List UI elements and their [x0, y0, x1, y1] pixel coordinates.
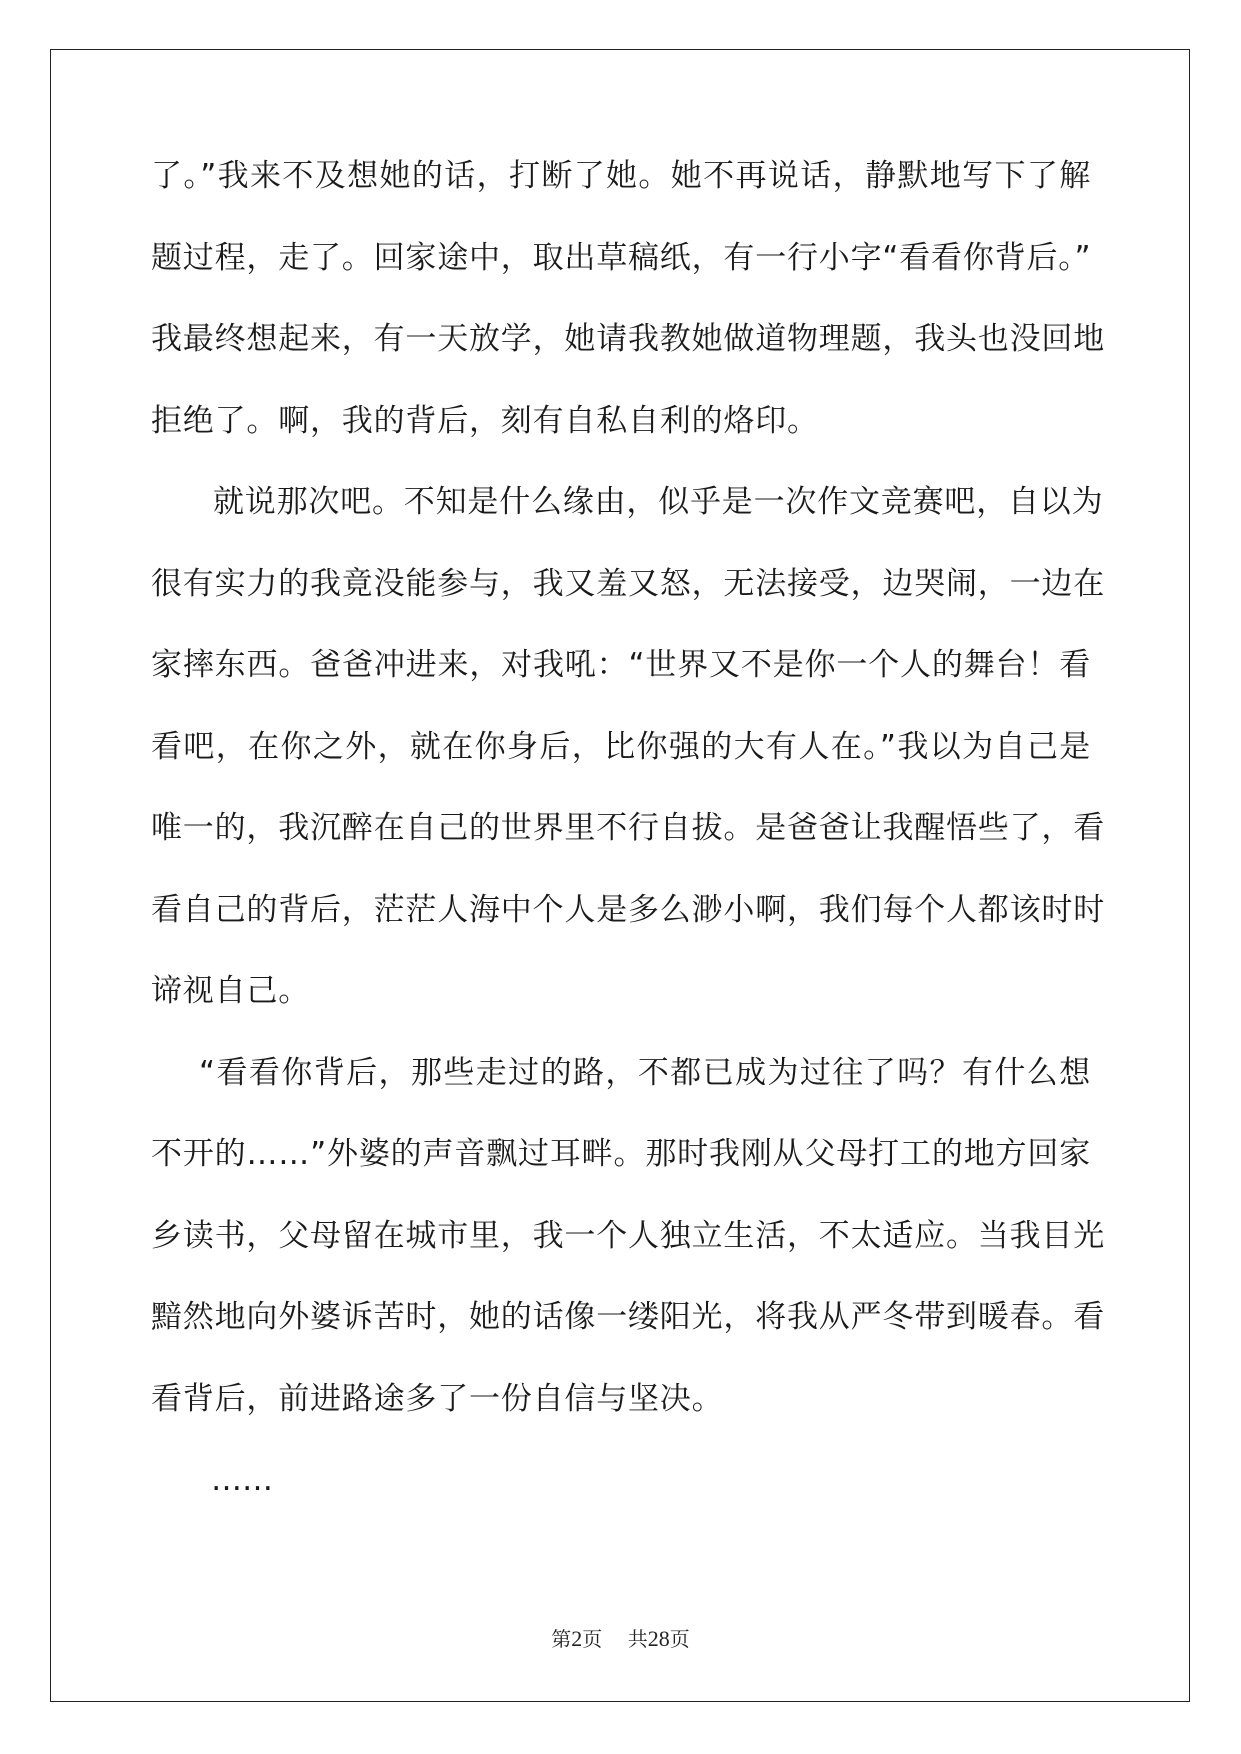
page-footer	[0, 1623, 1241, 1652]
page-suffix: 页	[582, 1627, 603, 1651]
total-prefix: 共	[627, 1627, 648, 1651]
total-suffix: 页	[669, 1627, 690, 1651]
text-line: 不开的……”外婆的声音飘过耳畔。那时我刚从父母打工的地方回家	[151, 1136, 1091, 1172]
document-body	[151, 148, 1105, 1534]
text-line: 唯一的，我沉醉在自己的世界里不行自拔。是爸爸让我醒悟些了，看	[151, 810, 1105, 846]
ellipsis-line: ……	[211, 1462, 273, 1498]
text-line: 黯然地向外婆诉苦时，她的话像一缕阳光，将我从严冬带到暖春。看	[151, 1299, 1105, 1335]
paragraph-first-line: “看看你背后，那些走过的路，不都已成为过往了吗？有什么想	[199, 1054, 1091, 1091]
total-pages: 28	[647, 1626, 670, 1651]
text-line: 看自己的背后，茫茫人海中个人是多么渺小啊，我们每个人都该时时	[151, 891, 1105, 928]
text-line: 看背后，前进路途多了一份自信与坚决。	[151, 1380, 724, 1417]
paragraph-first-line: 就说那次吧。不知是什么缘由，似乎是一次作文竞赛吧，自以为	[213, 484, 1104, 520]
page-number: 2	[571, 1626, 583, 1651]
page-prefix: 第	[551, 1627, 572, 1651]
text-line: 我最终想起来，有一天放学，她请我教她做道物理题，我头也没回地	[151, 321, 1105, 357]
text-line: 谛视自己。	[151, 973, 310, 1009]
text-line: 很有实力的我竟没能参与，我又羞又怒，无法接受，边哭闹，一边在	[151, 565, 1105, 602]
text-line: 了。”我来不及想她的话，打断了她。她不再说话，静默地写下了解	[151, 158, 1091, 194]
text-line: 看吧，在你之外，就在你身后，比你强的大有人在。”我以为自己是	[151, 728, 1091, 765]
text-line: 拒绝了。啊，我的背后，刻有自私自利的烙印。	[151, 402, 819, 439]
text-line: 题过程，走了。回家途中，取出草稿纸，有一行小字“看看你背后。”	[151, 239, 1092, 276]
text-line: 家摔东西。爸爸冲进来，对我吼：“世界又不是你一个人的舞台！看	[151, 647, 1091, 683]
text-line: 乡读书，父母留在城市里，我一个人独立生活，不太适应。当我目光	[151, 1217, 1105, 1254]
